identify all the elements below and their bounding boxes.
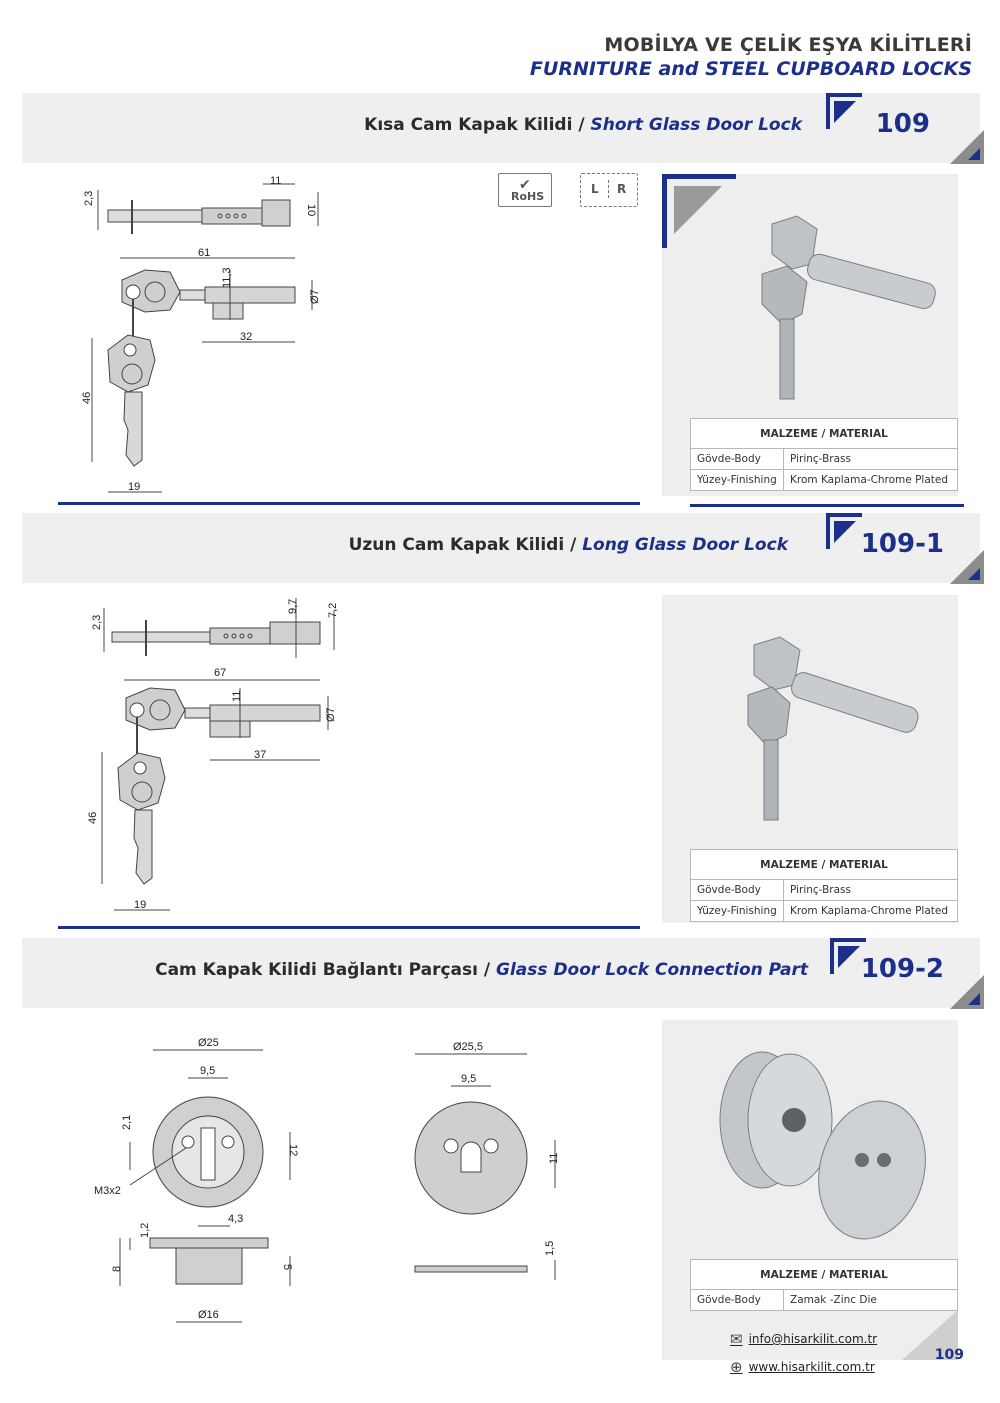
svg-text:11: 11: [231, 690, 243, 702]
svg-text:11,3: 11,3: [221, 267, 233, 288]
band-corner-decoration: [826, 513, 960, 583]
band-corner-decoration: [948, 975, 984, 1009]
svg-text:11: 11: [548, 1152, 560, 1164]
technical-drawing-109: [70, 170, 340, 500]
page-number: 109: [934, 1347, 964, 1363]
svg-text:11: 11: [270, 175, 282, 187]
svg-text:19: 19: [134, 899, 147, 911]
email-link[interactable]: ✉ info@hisarkilit.com.tr: [730, 1330, 878, 1348]
svg-text:9,5: 9,5: [200, 1065, 216, 1077]
svg-text:Ø16: Ø16: [198, 1309, 219, 1321]
section-title-109-2: Cam Kapak Kilidi Bağlantı Parçası / Glass Door Lock Connection Part: [155, 960, 808, 980]
svg-text:32: 32: [240, 331, 253, 343]
technical-drawing-109-2-b: [395, 1040, 575, 1290]
svg-text:1,2: 1,2: [139, 1222, 151, 1238]
material-table-109-1: MALZEME / MATERIAL Gövde-Body Pirinç-Brass Yüzey-Finishing Krom Kaplama-Chrome Plated: [690, 849, 958, 922]
band-corner-decoration: [948, 550, 984, 584]
catalog-title-en: FURNITURE and STEEL CUPBOARD LOCKS: [529, 58, 972, 80]
section-divider: [58, 502, 640, 505]
svg-text:46: 46: [87, 811, 99, 824]
svg-text:Ø7: Ø7: [325, 707, 337, 722]
check-icon: ✔: [519, 177, 531, 193]
material-table-109-2: MALZEME / MATERIAL Gövde-Body Zamak -Zinc Die: [690, 1259, 958, 1311]
svg-text:9,5: 9,5: [461, 1073, 477, 1085]
svg-text:67: 67: [214, 667, 227, 679]
svg-text:37: 37: [254, 749, 267, 761]
product-code-109-1: 109-1: [860, 529, 944, 559]
svg-text:10: 10: [305, 204, 317, 217]
svg-text:9,7: 9,7: [287, 598, 299, 614]
svg-text:2,3: 2,3: [83, 190, 95, 206]
svg-text:Ø7: Ø7: [309, 289, 321, 304]
technical-drawing-109-1: [80, 588, 360, 918]
page-header: [530, 34, 972, 80]
svg-text:46: 46: [81, 391, 93, 404]
technical-drawing-109-2-a: [90, 1030, 320, 1330]
email-icon: ✉: [730, 1330, 743, 1348]
svg-text:1,5: 1,5: [544, 1240, 556, 1256]
svg-text:8: 8: [111, 1265, 123, 1272]
section-divider: [58, 926, 640, 929]
svg-text:M3x2: M3x2: [94, 1185, 121, 1197]
svg-text:19: 19: [128, 481, 141, 493]
website-link[interactable]: ⊕ www.hisarkilit.com.tr: [730, 1358, 875, 1376]
left-right-badge: [580, 173, 638, 207]
material-table-109: MALZEME / MATERIAL Gövde-Body Pirinç-Brass Yüzey-Finishing Krom Kaplama-Chrome Plated: [690, 418, 958, 491]
svg-text:2,3: 2,3: [91, 614, 103, 630]
svg-text:Ø25: Ø25: [198, 1037, 219, 1049]
globe-icon: ⊕: [730, 1358, 743, 1376]
band-corner-decoration: [830, 938, 964, 1008]
band-corner-decoration: [826, 93, 960, 163]
svg-text:2,1: 2,1: [121, 1114, 133, 1130]
product-code-109: 109: [875, 109, 930, 139]
rohs-badge: ✔ RoHS: [498, 173, 552, 207]
svg-text:61: 61: [198, 247, 211, 259]
left-label: L: [591, 182, 599, 196]
svg-text:4,3: 4,3: [228, 1213, 244, 1225]
svg-text:5: 5: [281, 1264, 293, 1271]
svg-text:Ø25,5: Ø25,5: [453, 1041, 483, 1053]
product-code-109-2: 109-2: [860, 954, 944, 984]
section-title-109-1: Uzun Cam Kapak Kilidi / Long Glass Door Lock: [348, 535, 788, 555]
svg-text:12: 12: [287, 1144, 299, 1157]
band-corner-decoration: [948, 130, 984, 164]
right-label: R: [617, 182, 627, 196]
svg-text:7,2: 7,2: [327, 602, 339, 618]
section-divider: [690, 504, 964, 507]
section-title-109: Kısa Cam Kapak Kilidi / Short Glass Door Lock: [364, 115, 802, 135]
catalog-title-tr: MOBİLYA VE ÇELİK EŞYA KİLİTLERİ: [604, 34, 972, 56]
